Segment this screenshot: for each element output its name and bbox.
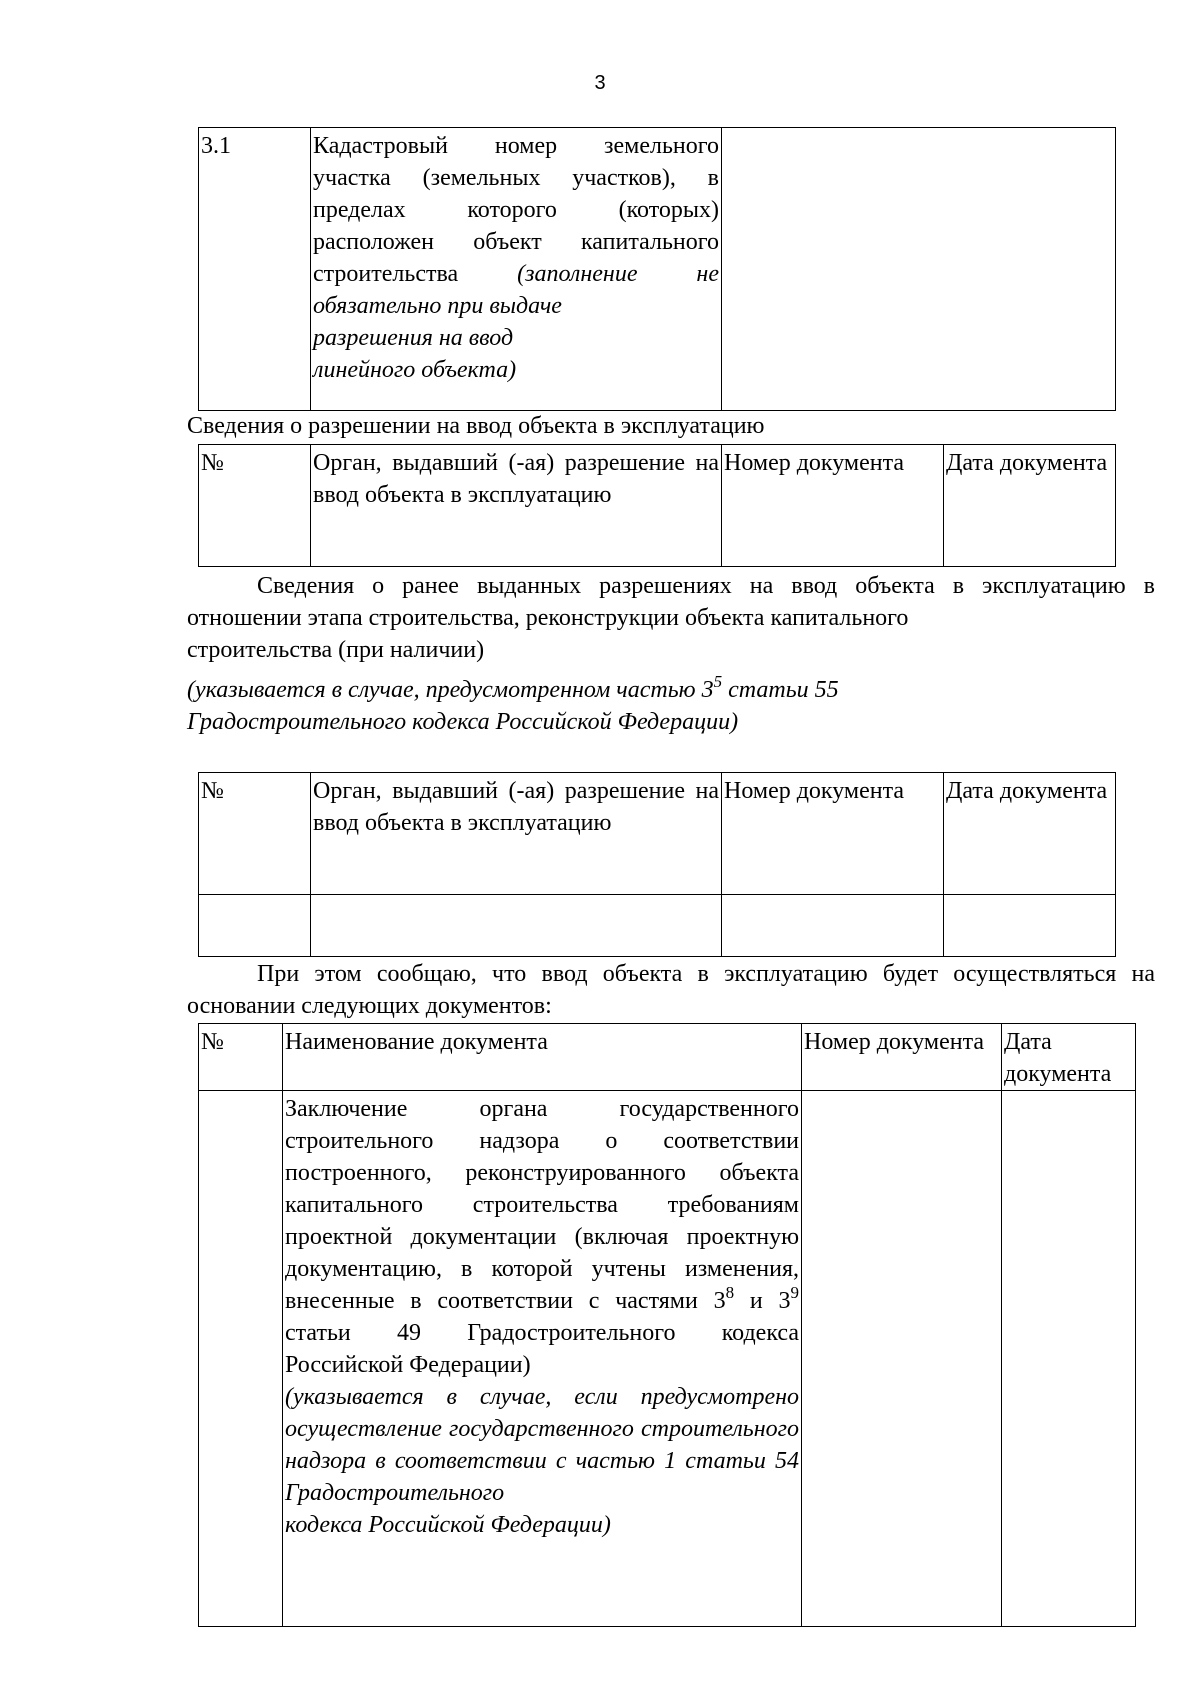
cadastral-note-2: разрешения на ввод [313, 325, 514, 351]
permit-heading: Сведения о разрешении на ввод объекта в эксплуатацию [187, 413, 765, 439]
previous-permits-note: (указывается в случае, предусмотренном частью $3^5$ статьи 55 [187, 672, 839, 703]
cadastral-note-3: линейного объекта) [313, 357, 517, 383]
documents-row-name [283, 1091, 802, 1627]
documents-header-no: № [199, 1024, 283, 1091]
previous-permits-paragraph: Сведения о ранее выданных разрешениях на ввод объекта в эксплуатацию в отношении этапа строительства, реконструкции объекта капитального [187, 573, 1155, 631]
documents-header-name: Наименование документа [283, 1024, 802, 1091]
conclusion-text: Заключение органа государственного строительного надзора о соответствии построенного, реконструированного объекта капитального строительства требованиям проектной документации (включая проектную документацию, в которой учтены изменения, внесенные в соответствии с частями $3^8$ и $3^9$ статьи 49 Градостроительного кодекса Российской Федерации) [285, 1096, 800, 1378]
documents-header-date: Дата документа [1002, 1024, 1136, 1091]
previous-header-date: Дата документа [944, 773, 1116, 895]
previous-permits-paragraph-end: строительства (при наличии) [187, 637, 485, 663]
previous-empty-cell [944, 895, 1116, 957]
previous-permits-section [187, 570, 1155, 738]
documents-paragraph: При этом сообщаю, что ввод объекта в эксплуатацию будет осуществляться на основании следующих документов: [187, 961, 1155, 1019]
documents-row-date [1002, 1091, 1136, 1627]
cadastral-note-1: (заполнение не обязательно при выдаче [313, 261, 719, 319]
documents-header-number: Номер документа [802, 1024, 1002, 1091]
documents-row-number [802, 1091, 1002, 1627]
cadastral-value-cell [722, 128, 1116, 411]
cadastral-label-cell [311, 128, 722, 411]
previous-permits-table [198, 772, 1116, 957]
permit-header-organ: Орган, выдавший (-ая) разрешение на ввод объекта в эксплуатацию [311, 445, 722, 567]
permit-header-date: Дата документа [944, 445, 1116, 567]
documents-table [198, 1023, 1136, 1627]
previous-empty-cell [311, 895, 722, 957]
page-number: 3 [594, 72, 606, 94]
previous-header-organ: Орган, выдавший (-ая) разрешение на ввод объекта в эксплуатацию [311, 773, 722, 895]
permit-header-number: Номер документа [722, 445, 944, 567]
permit-table [198, 444, 1116, 567]
conclusion-note: (указывается в случае, если предусмотрено осуществление государственного строительного надзора в соответствии с частью 1 статьи 54 Градостроительного [285, 1384, 799, 1506]
cadastral-label: Кадастровый номер земельного участка (земельных участков), в пределах которого (которых) расположен объект капитального строительства [313, 133, 719, 287]
cadastral-table [198, 127, 1116, 411]
previous-empty-cell [199, 895, 311, 957]
permit-header-no: № [199, 445, 311, 567]
previous-empty-cell [722, 895, 944, 957]
previous-permits-note-end: Градостроительного кодекса Российской Федерации) [187, 709, 739, 735]
conclusion-note-end: кодекса Российской Федерации) [285, 1512, 611, 1538]
previous-header-number: Номер документа [722, 773, 944, 895]
previous-header-no: № [199, 773, 311, 895]
documents-row-no [199, 1091, 283, 1627]
row-number-cell: 3.1 [199, 128, 311, 411]
